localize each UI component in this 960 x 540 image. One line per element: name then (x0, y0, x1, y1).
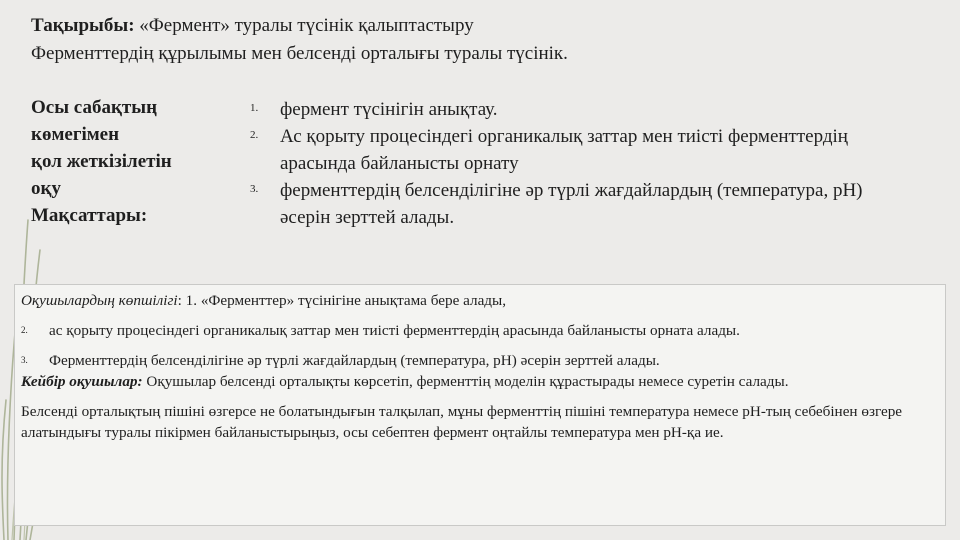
outcome-text: Ферменттердің белсенділігіне әр түрлі жағдайлардың (температура, рН) әсерін зерттей алады. (49, 352, 660, 369)
objective-item (250, 123, 870, 177)
outcome-some-students (21, 371, 933, 392)
objective-item (250, 96, 870, 123)
some-students-text: Оқушылар белсенді орталықты көрсетіп, ферменттің моделін құрастырады немесе суретін салады. (142, 373, 789, 390)
title-line-1 (31, 12, 931, 40)
most-students-label: Оқушылардың көпшілігі (21, 292, 178, 309)
outcome-item (21, 350, 933, 371)
objective-text: фермент түсінігін анықтау. (280, 99, 498, 120)
title-topic: «Фермент» туралы түсінік қалыптастыру (134, 15, 474, 36)
most-students-text: : 1. «Ферменттер» түсінігіне анықтама бере алады, (177, 292, 507, 309)
title-line-2: Ферменттердің құрылымы мен белсенді орталығы туралы түсінік. (31, 43, 568, 64)
some-students-label: Кейбір оқушылар: (21, 373, 143, 390)
outcome-item (21, 320, 933, 341)
title-label: Тақырыбы: (31, 15, 135, 36)
objective-text: ферменттердің белсенділігіне әр түрлі жағдайлардың (температура, рН) әсерін зерттей алады. (280, 180, 863, 228)
outcome-most-students (21, 290, 933, 311)
outcome-text: ас қорыту процесіндегі органикалық заттар мен тиісті ферменттердің арасында байланысты орната алады. (49, 322, 740, 339)
objective-number: 1. (250, 102, 259, 114)
objective-item (250, 177, 870, 231)
slide-title (31, 12, 931, 68)
objectives-list (250, 96, 870, 231)
objective-text: Ас қорыту процесіндегі органикалық заттар мен тиісті ферменттердің арасында байланысты орнату (280, 126, 848, 174)
outcome-extra: Белсенді орталықтың пішіні өзгерсе не болатындығын талқылап, мұны ферменттің пішіні температура немесе рН-тың себебінен өзгере алатындығы туралы пікірмен байланыстырыңыз, осы себептен фермент оңтайлы температура мен рН-қа ие. (21, 403, 903, 441)
objective-number: 2. (250, 129, 259, 141)
learning-outcomes-panel (14, 284, 946, 526)
objectives-label: Осы сабақтың көмегімен қол жеткізілетін оқу Мақсаттары: (31, 97, 172, 226)
objective-number: 3. (250, 183, 259, 195)
outcome-number: 3. (21, 355, 28, 365)
outcome-number: 2. (21, 325, 28, 335)
